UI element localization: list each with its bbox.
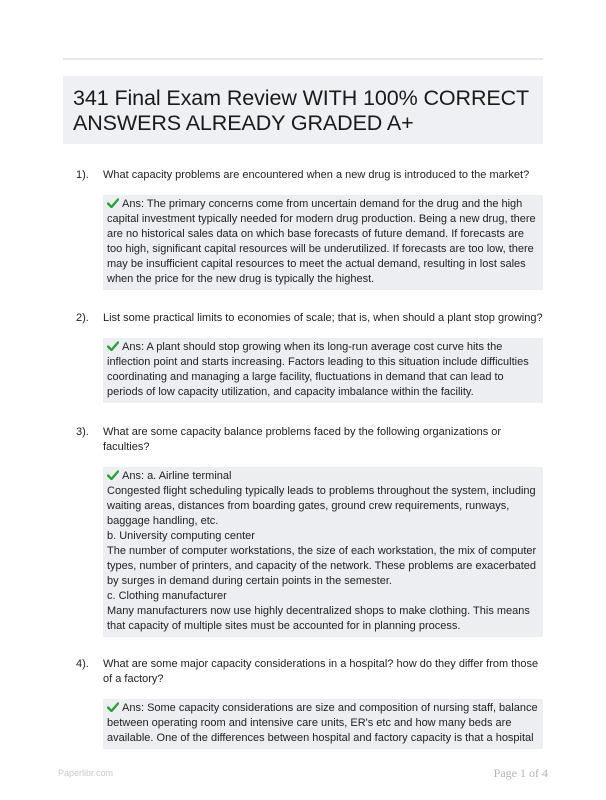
footer-source: Paperlibr.com <box>58 768 114 778</box>
question-block-2 <box>63 311 543 403</box>
answer-text: Ans: a. Airline terminal <box>122 470 232 482</box>
title-box <box>63 76 543 144</box>
question-number: 1). <box>76 169 89 181</box>
question-number: 3). <box>76 426 89 438</box>
answer-text: Ans: The primary concerns come from uncertain demand for the drug and the high capital investment typically needed for modern drug production. Being a new drug, there are no historical sales data on which base forecasts of future demand. If forecasts are too high, significant capital resources will be underutilized. If forecasts are too low, there may be insufficient capital resources to meet the actual demand, resulting in lost sales when the price for the new drug is typically the highest. <box>107 198 536 285</box>
check-icon <box>107 702 119 712</box>
question-text: What capacity problems are encountered when a new drug is introduced to the market? <box>103 169 530 181</box>
answer-line <box>107 469 539 484</box>
answer-box <box>103 467 543 637</box>
question-number: 2). <box>76 312 89 324</box>
check-icon <box>107 198 119 208</box>
answer-text: Ans: Some capacity considerations are size and composition of nursing staff, balance between operating room and intensive care units, ER's etc and how many beds are available. One of the differences between hospital and factory capacity is that a hospital <box>107 702 538 744</box>
answer-text: Ans: A plant should stop growing when its long-run average cost curve hits the inflection point and starts increasing. Factors leading to this situation include difficulties coordinating and managing a large facility, fluctuations in demand that can lead to periods of low capacity utilization, and capacity imbalance within the facility. <box>107 341 529 398</box>
question-block-4 <box>63 657 543 749</box>
question-text: List some practical limits to economies of scale; that is, when should a plant stop growing? <box>103 312 543 324</box>
question-block-1 <box>63 168 543 290</box>
answer-text: b. University computing center <box>107 530 255 542</box>
answer-box <box>103 699 543 749</box>
answer-line <box>107 340 539 400</box>
answer-text: Many manufacturers now use highly decentralized shops to make clothing. This means that capacity of multiple sites must be accounted for in planning process. <box>107 605 530 632</box>
question-text: What are some major capacity considerations in a hospital? how do they differ from those of a factory? <box>103 658 539 685</box>
question-number: 4). <box>76 658 89 670</box>
question-block-3 <box>63 425 543 637</box>
page-title: 341 Final Exam Review WITH 100% CORRECT ANSWERS ALREADY GRADED A+ <box>73 86 529 135</box>
answer-line <box>107 197 539 287</box>
answer-text: The number of computer workstations, the size of each workstation, the mix of computer types, number of printers, and capacity of the network. These problems are exacerbated by surges in demand during certain points in the semester. <box>107 545 537 587</box>
question-text: What are some capacity balance problems faced by the following organizations or faculties? <box>103 426 502 453</box>
answer-box <box>103 195 543 290</box>
top-divider <box>63 58 543 60</box>
answer-line <box>107 701 539 746</box>
check-icon <box>107 341 119 351</box>
answer-text: Congested flight scheduling typically leads to problems throughout the system, including waiting areas, distances from boarding gates, ground crew requirements, runways, baggage handling, etc. <box>107 485 536 527</box>
answer-box <box>103 338 543 403</box>
page-indicator: Page 1 of 4 <box>493 766 548 780</box>
answer-text: c. Clothing manufacturer <box>107 590 227 602</box>
check-icon <box>107 470 119 480</box>
